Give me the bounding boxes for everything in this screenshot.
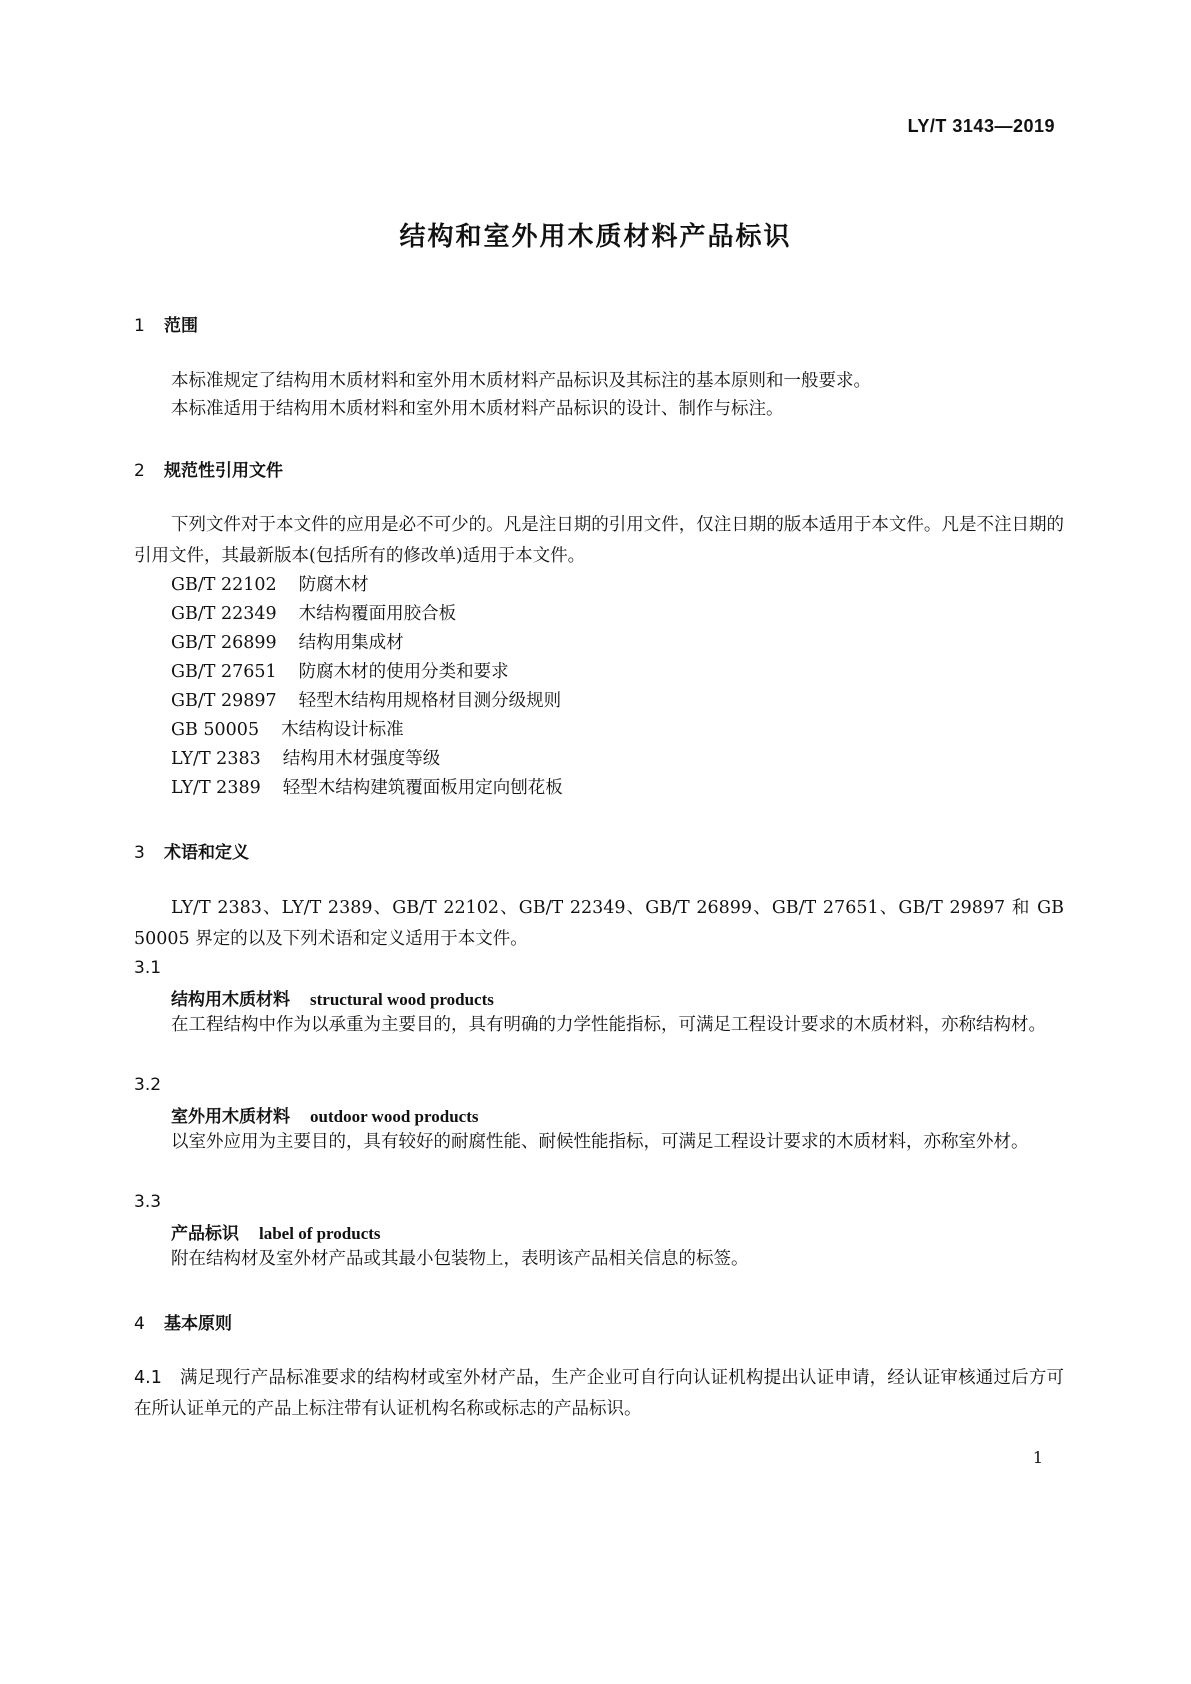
term-zh: 结构用木质材料 [171, 990, 290, 1010]
term-definition: 附在结构材及室外材产品或其最小包装物上，表明该产品相关信息的标签。 [171, 1249, 749, 1269]
section-number: 1 [134, 316, 145, 336]
section-heading-basic-principles [134, 1309, 232, 1334]
paragraph: 下列文件对于本文件的应用是必不可少的。凡是注日期的引用文件，仅注日期的版本适用于本文件。凡是不注日期的引用文件，其最新版本(包括所有的修改单)适用于本文件。 [134, 515, 1064, 566]
term-entry [171, 1219, 381, 1244]
reference-code: GB/T 27651 [171, 662, 277, 682]
standard-code: LY/T 3143—2019 [907, 116, 1055, 136]
reference-name: 防腐木材 [298, 575, 369, 595]
reference-code: GB 50005 [171, 720, 260, 740]
term-entry [171, 985, 494, 1010]
reference-item [171, 715, 404, 746]
reference-item [171, 599, 456, 630]
section-title: 基本原则 [164, 1314, 232, 1334]
section-heading-scope [134, 311, 198, 336]
term-number: 3.3 [134, 1192, 162, 1212]
reference-name: 结构用木材强度等级 [282, 749, 441, 769]
clause-text: 满足现行产品标准要求的结构材或室外材产品，生产企业可自行向认证机构提出认证申请，经认证审核通过后方可在所认证单元的产品上标注带有认证机构名称或标志的产品标识。 [134, 1368, 1064, 1419]
reference-item [171, 744, 440, 775]
term-zh: 室外用木质材料 [171, 1107, 290, 1127]
reference-code: GB/T 26899 [171, 633, 277, 653]
paragraph: 本标准适用于结构用木质材料和室外用木质材料产品标识的设计、制作与标注。 [171, 399, 784, 419]
reference-item [171, 570, 369, 601]
reference-item [171, 657, 509, 688]
reference-item [171, 773, 563, 804]
clause-4-1 [134, 1363, 1064, 1425]
reference-name: 轻型木结构建筑覆面板用定向刨花板 [282, 778, 563, 798]
term-number: 3.1 [134, 958, 162, 978]
reference-code: GB/T 29897 [171, 691, 277, 711]
section-number: 2 [134, 461, 145, 481]
term-entry [171, 1102, 478, 1127]
section-heading-terms-definitions [134, 838, 249, 863]
section-heading-normative-references [134, 456, 283, 481]
clause-number: 4.1 [134, 1368, 162, 1388]
term-en: structural wood products [310, 990, 494, 1009]
term-number: 3.2 [134, 1075, 162, 1095]
paragraph: LY/T 2383、LY/T 2389、GB/T 22102、GB/T 22349、GB/T 26899、GB/T 27651、GB/T 29897 和 GB 50005 界定的以及下列术语和定义适用于本文件。 [134, 898, 1064, 949]
reference-name: 防腐木材的使用分类和要求 [298, 662, 509, 682]
term-definition: 在工程结构中作为以承重为主要目的，具有明确的力学性能指标，可满足工程设计要求的木质材料，亦称结构材。 [171, 1015, 1046, 1035]
reference-code: GB/T 22349 [171, 604, 277, 624]
reference-code: LY/T 2383 [171, 749, 261, 769]
reference-item [171, 686, 561, 717]
reference-name: 木结构设计标准 [281, 720, 404, 740]
paragraph: 本标准规定了结构用木质材料和室外用木质材料产品标识及其标注的基本原则和一般要求。 [171, 371, 871, 391]
reference-code: GB/T 22102 [171, 575, 277, 595]
term-definition: 以室外应用为主要目的，具有较好的耐腐性能、耐候性能指标，可满足工程设计要求的木质材料，亦称室外材。 [171, 1132, 1029, 1152]
reference-name: 结构用集成材 [298, 633, 404, 653]
section-number: 3 [134, 843, 145, 863]
term-zh: 产品标识 [171, 1224, 239, 1244]
section-title: 范围 [164, 316, 198, 336]
reference-item [171, 628, 404, 659]
reference-code: LY/T 2389 [171, 778, 261, 798]
document-title: 结构和室外用木质材料产品标识 [399, 222, 792, 252]
page-number: 1 [1032, 1448, 1043, 1467]
section-title: 规范性引用文件 [164, 461, 283, 481]
term-en: outdoor wood products [310, 1107, 479, 1126]
section-title: 术语和定义 [164, 843, 249, 863]
section-number: 4 [134, 1314, 145, 1334]
reference-name: 木结构覆面用胶合板 [298, 604, 457, 624]
term-en: label of products [259, 1224, 381, 1243]
reference-name: 轻型木结构用规格材目测分级规则 [298, 691, 562, 711]
